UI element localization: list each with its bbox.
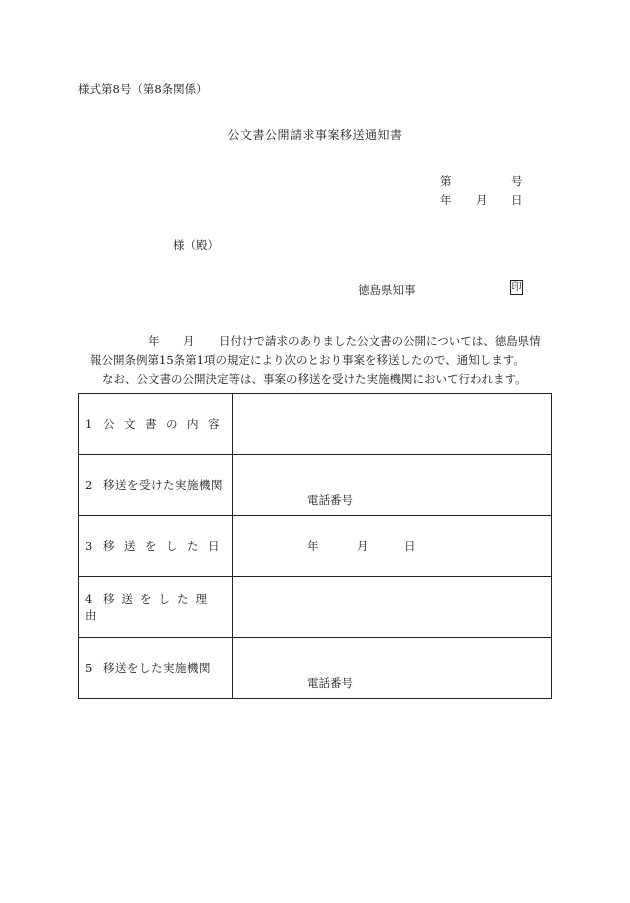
sender: 徳島県知事 [358,283,416,297]
addressee: 様（殿） [173,238,219,252]
document-title: 公文書公開請求事案移送通知書 [227,128,403,142]
row-number: 5 [85,661,93,675]
row-label-text: 移送をした理由 [85,592,214,622]
table-row [79,638,552,699]
row-value-field[interactable] [233,577,552,638]
row-value-field[interactable] [233,638,552,699]
table-row [79,455,552,516]
doc-number-go: 号 [511,174,523,188]
date-day: 日 [511,193,523,207]
body-line-2: 報公開条例第15条第1項の規定により次のとおり事案を移送したので、通知します。 [90,353,525,367]
row-value-field[interactable] [233,394,552,455]
transfer-date-month: 月 [357,539,369,553]
row-label [79,577,233,638]
row-number: 4 [85,592,93,606]
body-year: 年 [148,334,160,348]
date-year: 年 [440,193,452,207]
phone-number-label: 電話番号 [307,676,353,690]
row-label [79,638,233,699]
body-line-3: なお、公文書の公開決定等は、事案の移送を受けた実施機関において行われます。 [102,372,527,386]
row-label-text: 移送を受けた実施機関 [103,478,223,492]
row-label-text: 移送をした日 [103,539,229,553]
info-table [78,393,552,699]
doc-number-dai: 第 [440,174,452,188]
row-label [79,516,233,577]
table-row [79,394,552,455]
seal-mark: 印 [511,282,522,293]
row-label [79,455,233,516]
row-value-field[interactable] [233,455,552,516]
row-number: 2 [85,478,93,492]
transfer-date-year: 年 [307,539,319,553]
row-number: 1 [85,417,93,431]
row-number: 3 [85,539,93,553]
row-label-text: 移送をした実施機関 [103,661,211,675]
phone-number-label: 電話番号 [307,493,353,507]
date-month: 月 [476,193,488,207]
body-line-1-text: 日付けで請求のありました公文書の公開については、徳島県情 [219,334,541,348]
row-label [79,394,233,455]
transfer-date-day: 日 [404,539,416,553]
row-value-field[interactable] [233,516,552,577]
form-number: 様式第8号（第8条関係） [78,82,208,96]
table-row [79,516,552,577]
body-month: 月 [183,334,195,348]
table-row [79,577,552,638]
row-label-text: 公文書の内容 [103,417,229,431]
